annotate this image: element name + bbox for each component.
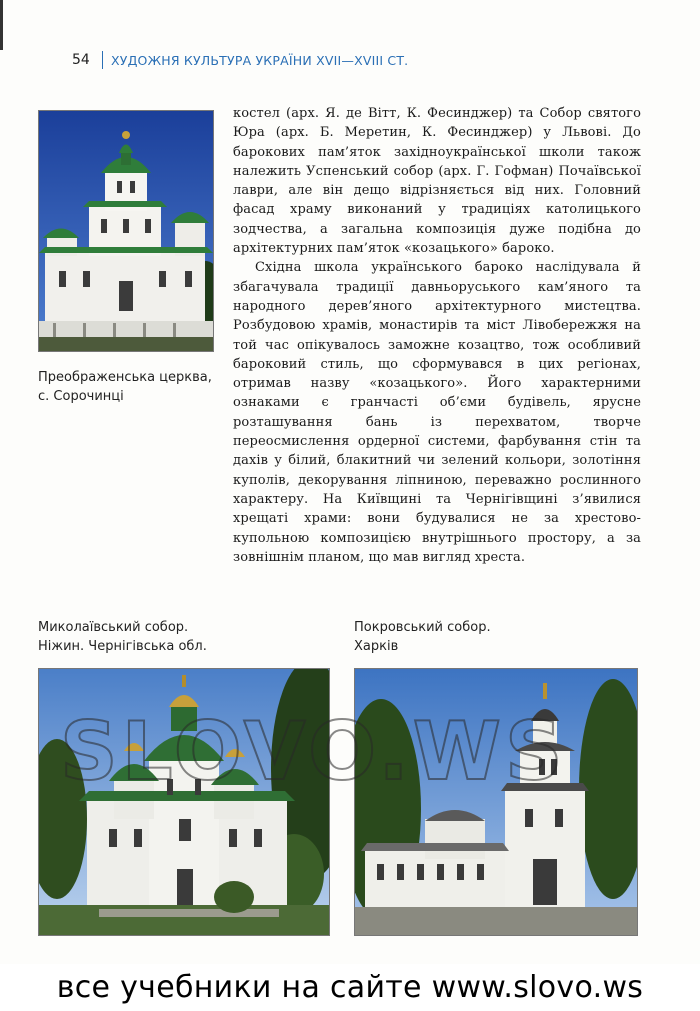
caption-line: Покровський собор.: [354, 620, 491, 635]
page-edge-rule: [0, 0, 3, 50]
photo-transfiguration-church: [38, 110, 214, 352]
paragraph: Східна школа українського бароко наслідувала й збагачувала традиції давньоруського кам’яного та народного дерев’яного архітектурного мистецтва. Розбудовою храмів, монастирів та міст Лівобережжя на той час опікувалось заможне козацтво, тож особливий бароковий стиль, що сформувався в цих регіонах, отримав назву «козацького». Його характерними ознаками є гранчасті об’єми будівель, ярусне розташування бань із перехватом, творче переосмислення ордерної системи, фарбування стін та дахів у білий, блакитний чи зелений кольори, золотіння куполів, декорування ліпниною, переважно рослинного характеру. На Київщині та Чернігівщині з’явилися хрещаті храми: вони будувалися не за хрестово-купольною композицією внутрішнього простору, а за зовнішнім планом, що мав вигляд хреста.: [233, 260, 641, 565]
photo-mykolaiv-cathedral: [38, 668, 330, 936]
caption-pokrovsky-cathedral: [354, 618, 634, 656]
caption-line: Ніжин. Чернігівська обл.: [38, 639, 207, 654]
caption-line: Преображенська церква,: [38, 370, 212, 385]
body-text: [233, 104, 641, 567]
caption-line: Харків: [354, 639, 399, 654]
page-header: [72, 50, 408, 70]
page-number: 54: [72, 52, 90, 68]
footer-banner: все учебники на сайте www.slovo.ws: [0, 964, 700, 1011]
photo-pokrovsky-cathedral: [354, 668, 638, 936]
caption-transfiguration-church: [38, 368, 238, 406]
caption-line: с. Сорочинці: [38, 389, 124, 404]
paragraph: костел (арх. Я. де Вітт, К. Фесинджер) та Собор святого Юра (арх. Б. Меретин, К. Фесинджер) у Львові. До барокових пам’яток західноукраїнської школи також належить Успенський собор (арх. Г. Гофман) Почаївської лаври, але він дещо відрізняється від них. Головний фасад храму виконаний у традиціях католицького зодчества, а загальна композиція дуже подібна до архітектурних пам’яток «козацького» бароко.: [233, 106, 641, 257]
header-divider: [102, 51, 103, 69]
caption-mykolaiv-cathedral: [38, 618, 338, 656]
caption-line: Миколаївський собор.: [38, 620, 189, 635]
running-title: ХУДОЖНЯ КУЛЬТУРА УКРАЇНИ XVII—XVIII СТ.: [111, 52, 409, 68]
